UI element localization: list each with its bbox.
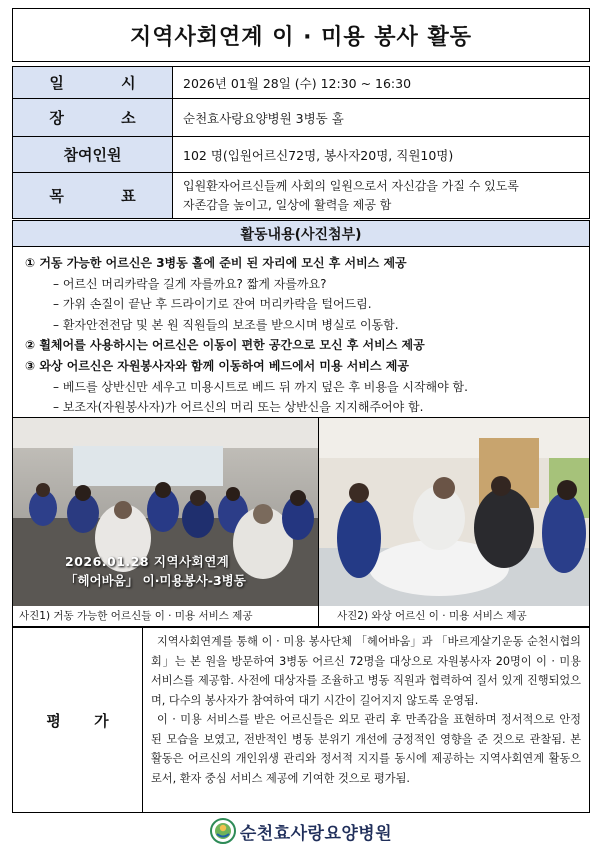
info-row-participants [12,137,590,173]
activity-sub-item: – 가위 손질이 끝난 후 드라이기로 잔여 머리카락을 털어드림. [53,297,372,312]
photo-1-caption: 사진1) 거동 가능한 어르신들 이 · 미용 서비스 제공 [13,604,319,627]
evaluation-label: 평 가 [13,628,143,812]
participants-value: 102 명(입원어르신72명, 봉사자20명, 직원10명) [183,147,454,163]
evaluation-paragraph-2: 이 · 미용 서비스를 받은 어르신들은 외모 관리 후 만족감을 표현하며 정서적으로 안정된 모습을 보였고, 전반적인 병동 분위기 개선에 긍정적인 영향을 준 것으로 관찰됨. 본 활동은 어르신의 개인위생 관리와 정서적 지지를 동시에 제공하는 지역사회연계 활동으로서, 환자 중심 서비스 제공에 기여한 것으로 평가됨. [151,713,581,785]
activity-item-3: ③ 와상 어르신은 자원봉사자와 함께 이동하여 베드에서 미용 서비스 제공 [25,358,409,373]
place-value: 순천효사랑요양병원 3병동 홀 [183,110,344,126]
stamp-line-1: 2026.01.28 지역사회연계 [65,554,230,569]
photo-1-stamp [65,552,246,589]
goal-value [173,173,589,218]
evaluation-text [143,628,589,812]
report-title: 지역사회연계 이 · 미용 봉사 활동 [12,8,590,62]
photo-row [12,418,590,627]
activity-sub-item: – 환자안전전담 및 본 원 직원들의 보조를 받으시며 병실로 이동함. [53,317,399,332]
info-table [12,66,590,219]
goal-line-2: 자존감을 높이고, 일상에 활력을 제공 함 [183,197,392,212]
photo-2-caption: 사진2) 와상 어르신 이 · 미용 서비스 제공 [337,610,527,622]
footer [12,814,590,847]
participants-label: 참여인원 [13,137,173,172]
place-label: 장 소 [13,99,173,136]
activity-item-1: ① 거동 가능한 어르신은 3병동 홀에 준비 된 자리에 모신 후 서비스 제공 [25,256,407,270]
info-row-place [12,99,590,137]
date-label: 일 시 [13,67,173,98]
photo-2 [319,418,589,606]
photo-caption-bar [12,604,590,627]
stamp-line-2: 「헤어바움」 이·미용봉사-3병동 [65,573,246,588]
activity-section-title: 활동내용(사진첨부) [12,220,590,247]
goal-line-1: 입원환자어르신들께 사회의 일원으로서 자신감을 가질 수 있도록 [183,178,519,193]
goal-label: 목 표 [13,173,173,218]
activity-sub-item: – 어르신 머리카락을 길게 자를까요? 짧게 자를까요? [53,276,327,291]
activity-sub-item: – 베드를 상반신만 세우고 미용시트로 베드 뒤 까지 덮은 후 비용을 시작해야 함. [53,379,468,394]
photo-1 [13,418,319,606]
evaluation-row [12,627,590,813]
hospital-name: 순천효사랑요양병원 [239,823,393,844]
activity-content [12,247,590,418]
hospital-emblem-icon [210,818,236,844]
date-value: 2026년 01월 28일 (수) 12:30 ~ 16:30 [183,75,412,91]
evaluation-paragraph-1: 지역사회연계를 통해 이 · 미용 봉사단체 「헤어바움」과 「바르게살기운동 순천시협의회」는 본 원을 방문하여 3병동 어르신 72명을 대상으로 자원봉사자 20명이 이 · 미용 서비스를 제공함. 사전에 대상자를 조율하고 병동 직원과 협력하여 질서 있게 진행되었으며, 다수의 봉사자가 참여하여 대기 시간이 길어지지 않도록 운영됨. [151,635,581,707]
photo-2-image [319,418,589,606]
info-row-goal [12,173,590,219]
info-row-date [12,66,590,99]
activity-item-2: ② 휠체어를 사용하시는 어르신은 이동이 편한 공간으로 모신 후 서비스 제공 [25,338,425,353]
activity-sub-item: – 보조자(자원봉사자)가 어르신의 머리 또는 상반신을 지지해주어야 함. [53,400,424,415]
